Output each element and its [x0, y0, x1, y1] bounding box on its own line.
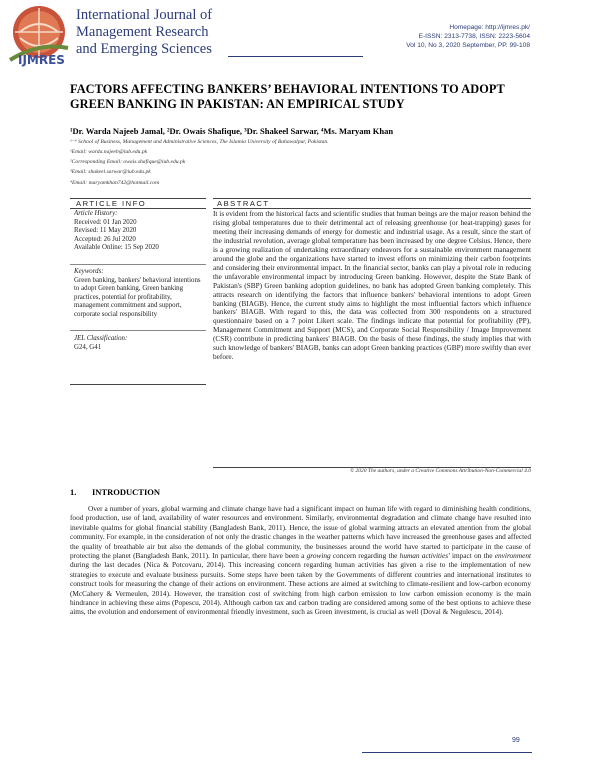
history-online: Available Online: 15 Sep 2020: [74, 244, 159, 252]
keywords-block: [74, 268, 206, 320]
email-3: ³Email: shakeel.sarwar@iub.edu.pk: [70, 169, 151, 175]
page-number: 99: [512, 737, 520, 744]
divider: [70, 384, 206, 385]
logo-text: IJMRES: [18, 53, 65, 67]
journal-line-1: International Journal of: [76, 7, 213, 23]
article-history: [74, 210, 206, 253]
jel-block: [74, 335, 206, 352]
license-note: © 2020 The authors, under a Creative Commons Attribution-Non-Commercial 4.0: [349, 468, 531, 474]
email-4: ⁴Email: maryamkhan742@hotmail.com: [70, 180, 160, 186]
issn: E-ISSN: 2313-7738, ISSN: 2223-5604: [418, 33, 530, 40]
homepage-link[interactable]: Homepage: http://ijmres.pk/: [449, 24, 530, 31]
email-1: ¹Email: warda.najeeb@iub.edu.pk: [70, 149, 148, 155]
jel-label: JEL Classification:: [74, 335, 128, 342]
affiliation: ¹⁻⁴ School of Business, Management and Administrative Sciences, The Islamia University of Bahawalpur, Pakistan.: [70, 139, 329, 145]
history-received: Received: 01 Jan 2020: [74, 218, 137, 226]
keywords-label: Keywords:: [74, 268, 104, 275]
journal-meta: [406, 23, 530, 50]
email-2: ²Corresponding Email: owais.shafique@iub.edu.pk: [70, 159, 186, 165]
journal-line-2: Management Research: [76, 24, 209, 40]
abstract-heading: ABSTRACT: [213, 198, 531, 209]
divider: [70, 264, 206, 265]
history-accepted: Accepted: 26 Jul 2020: [74, 235, 136, 243]
journal-line-3: and Emerging Sciences: [76, 41, 212, 57]
volume-info: Vol 10, No 3, 2020 September, PP. 99-108: [406, 42, 530, 49]
divider: [70, 330, 206, 331]
keywords: Green banking, bankers' behavioral intentions to adopt Green banking, Green banking practices, potential for profitability, management commitment and support, corporate social responsibility: [74, 276, 201, 318]
paper-title: FACTORS AFFECTING BANKERS’ BEHAVIORAL INTENTIONS TO ADOPT GREEN BANKING IN PAKISTAN: AN EMPIRICAL STUDY: [70, 82, 505, 111]
journal-name: [76, 7, 256, 58]
history-revised: Revised: 11 May 2020: [74, 227, 137, 235]
footer-rule: [362, 752, 532, 753]
article-info-heading: ARTICLE INFO: [70, 198, 206, 209]
author-list: ¹Dr. Warda Najeeb Jamal, ²Dr. Owais Shafique, ³Dr. Shakeel Sarwar, ⁴Ms. Maryam Khan: [70, 126, 394, 136]
journal-logo: [6, 2, 72, 68]
abstract-text: It is evident from the historical facts and scientific studies that human beings are the major reason behind the rising global temperatures due to their detrimental act of releasing greenhouse (or heat-trapping) gases for meeting their increasing demands of energy for domestic and industrial usage. As a result, since the start of the industrial revolution, average global temperature has been increased by one degree Celsius. Hence, there is a growing realization of undertaking extraordinary endeavors for a sustainable environment management around the globe and the organizations have started to invest efforts on minimizing their carbon footprints and considering their environmental impact. In the financial sector, banks can play a pivotal role in reducing the unfavorable environmental impact by introducing Green banking. However, despite the State Bank of Pakistan's (SBP) Green banking adoption guidelines, no bank has adopted Green banking completely. This attracts research on identifying the factors that influence bankers' behavioral intentions to adopt Green banking (BIAGB). Hence, the current study aims to highlight the most influential factors which influence bankers' BIAGB. With regard to this, the data was collected from 300 respondents on a structured questionnaire based on a 7 point Likert scale. The findings indicate that potential for profitability (PP), Management Commitment and Support (MCS), and Corporate Social Responsibility / Image Improvement (CSR) contribute in predicting bankers' BIAGB. On the basis of these findings, the study implies that with such knowledge of bankers' BIAGB, banks can adopt Green banking practices (GBP) more swiftly than ever before.: [213, 209, 531, 362]
history-label: Article History:: [74, 210, 118, 217]
section-heading-introduction: 1. INTRODUCTION: [70, 487, 161, 497]
journal-rule: [228, 56, 363, 57]
introduction-paragraph: Over a number of years, global warming and climate change have had a significant impact on human life with regard to diminishing health conditions, food production, use of land, availability of water resources and environment. Similarly, environmental degradation and climate change have resulted into inevitable qualms for global financial stability (Bangladesh Bank, 2011). Hence, the issue of global warming attracts an elevated attention from the global community. For example, in the consideration of not only the drastic changes in the weather patterns which have increased the greenhouse gases and affected the quality of breathable air but also the demands of the global community, the businesses around the world have started to participate in the cause of protecting the planet (Bangladesh Bank, 2011). In particular, there have been a growing concern regarding the human activities' impact on the environment during the last decades (Nica & Potcovaru, 2014). This increasing concern regarding human activities has given a rise to the implementation of new strategies to execute and evaluate business pursuits. Some steps have been taken by the Governments of different countries and international institutes to construct tools for measuring the change of their actions on environment. These actions are aimed at switching to climate-resilient and low-carbon economy (McCahery & Vermeulen, 2014). However, the transition cost of switching from high carbon emission to low carbon emission economy is the main hindrance in achieving these aims (Popescu, 2014). Although carbon tax and carbon trading are considered among some of the best options to achieve these aims, the evolution and endorsement of environmental friendly investment, such as Green investment, is crucial as well (Doval & Negulescu, 2014).: [70, 504, 531, 617]
jel-codes: G24, G41: [74, 343, 102, 351]
